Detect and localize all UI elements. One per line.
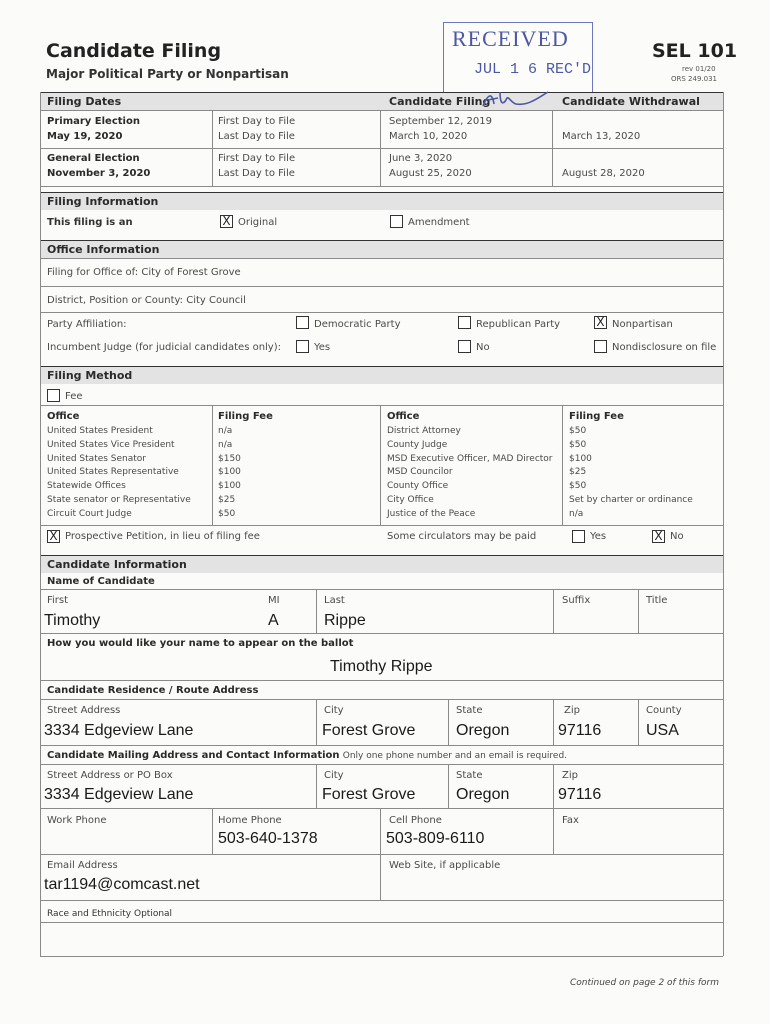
- rule: [723, 92, 724, 956]
- circulators-yes-checkbox[interactable]: [572, 530, 585, 543]
- party-affiliation-label: Party Affiliation:: [47, 319, 127, 330]
- list-item: County Office: [387, 481, 449, 492]
- office-label: [47, 267, 241, 278]
- filing-method-header-band: [40, 366, 723, 384]
- judge-yes-checkbox[interactable]: [296, 340, 309, 353]
- middle-initial-field[interactable]: A: [268, 612, 279, 629]
- form-subtitle: Major Political Party or Nonpartisan: [46, 67, 289, 81]
- rule: [40, 699, 723, 700]
- list-item: $25: [569, 467, 587, 478]
- rule: [212, 405, 213, 525]
- fee-label: Fee: [65, 391, 83, 402]
- last-name-label: Last: [324, 595, 345, 606]
- list-item: Circuit Court Judge: [47, 508, 132, 519]
- rule: [40, 525, 723, 526]
- name-of-candidate-heading: Name of Candidate: [47, 576, 155, 587]
- rule: [40, 92, 41, 956]
- first-name-label: First: [47, 595, 69, 606]
- list-item: United States Vice President: [47, 439, 175, 450]
- list-item: Set by charter or ordinance: [569, 494, 693, 505]
- form-revision: rev 01/20: [682, 65, 716, 73]
- general-withdrawal-date: August 28, 2020: [562, 168, 645, 179]
- rule: [638, 589, 639, 633]
- rule: [40, 764, 723, 765]
- rule: [562, 405, 563, 525]
- rule: [40, 312, 723, 313]
- list-item: Statewide Offices: [47, 481, 126, 492]
- rule: [40, 286, 723, 287]
- judge-yes-label: Yes: [314, 342, 331, 353]
- email-label: Email Address: [47, 860, 118, 871]
- rule: [40, 854, 723, 855]
- general-last-day-label: Last Day to File: [218, 168, 295, 179]
- res-county-field[interactable]: USA: [646, 722, 679, 739]
- prospective-petition-label: Prospective Petition, in lieu of filing fee: [65, 531, 260, 542]
- list-item: MSD Councilor: [387, 467, 453, 478]
- list-item: $100: [569, 453, 592, 464]
- list-item: United States Representative: [47, 467, 179, 478]
- list-item: n/a: [218, 439, 233, 450]
- primary-election-label: Primary Election: [47, 116, 140, 127]
- fee-col-heading-left: Filing Fee: [218, 411, 273, 422]
- filing-info-heading: Filing Information: [47, 195, 159, 208]
- middle-initial-label: MI: [268, 595, 280, 606]
- list-item: $50: [218, 508, 236, 519]
- res-zip-field[interactable]: 97116: [558, 722, 602, 739]
- rule: [553, 808, 554, 854]
- mailing-heading-text: Candidate Mailing Address and Contact Information: [47, 750, 340, 761]
- republican-label: Republican Party: [476, 319, 561, 330]
- left-fee-list: [218, 425, 241, 522]
- list-item: $25: [218, 494, 236, 505]
- rule: [40, 956, 723, 957]
- judge-no-label: No: [476, 342, 490, 353]
- form-statute: ORS 249.031: [671, 75, 717, 83]
- list-item: n/a: [218, 426, 233, 436]
- office-col-heading-left: Office: [47, 411, 80, 422]
- primary-last-day-label: Last Day to File: [218, 131, 295, 142]
- list-item: $50: [569, 426, 587, 436]
- prospective-petition-checkbox[interactable]: X: [47, 530, 60, 543]
- list-item: $100: [218, 481, 241, 492]
- suffix-label: Suffix: [562, 595, 591, 606]
- list-item: City Office: [387, 494, 434, 505]
- filing-type-label: This filing is an: [47, 217, 133, 228]
- rule: [212, 808, 213, 854]
- nonpartisan-label: Nonpartisan: [612, 319, 673, 330]
- residence-heading: Candidate Residence / Route Address: [47, 685, 259, 696]
- general-election-label: General Election: [47, 153, 140, 164]
- cell-phone-label: Cell Phone: [389, 815, 442, 826]
- primary-first-day: September 12, 2019: [389, 116, 492, 127]
- nondisclosure-label: Nondisclosure on file: [612, 342, 717, 353]
- district-label: [47, 295, 246, 306]
- res-state-label: State: [456, 705, 483, 716]
- rule: [553, 699, 554, 745]
- rule: [553, 764, 554, 808]
- rule: [40, 192, 723, 193]
- received-stamp-date: JUL 1 6 REC'D: [474, 61, 592, 78]
- list-item: $50: [569, 439, 587, 450]
- res-city-label: City: [324, 705, 344, 716]
- left-office-list: [47, 425, 191, 522]
- mail-state-field[interactable]: Oregon: [456, 786, 510, 803]
- republican-checkbox[interactable]: [458, 316, 471, 329]
- list-item: $50: [569, 481, 587, 492]
- rule: [638, 699, 639, 745]
- right-fee-list: [569, 425, 693, 522]
- mailing-heading: [47, 750, 567, 761]
- cell-phone-field[interactable]: 503-809-6110: [386, 830, 485, 847]
- email-field[interactable]: tar1194@comcast.net: [44, 876, 200, 893]
- general-last-day: August 25, 2020: [389, 168, 472, 179]
- mailing-note: Only one phone number and an email is required.: [342, 751, 568, 761]
- continued-note: Continued on page 2 of this form: [570, 978, 720, 988]
- fee-checkbox[interactable]: [47, 389, 60, 402]
- primary-first-day-label: First Day to File: [218, 116, 296, 127]
- mail-zip-label: Zip: [562, 770, 578, 781]
- rule: [40, 240, 723, 241]
- list-item: n/a: [569, 508, 584, 519]
- circulators-yes-label: Yes: [590, 531, 607, 542]
- mail-state-label: State: [456, 770, 483, 781]
- rule: [448, 764, 449, 808]
- res-street-field[interactable]: 3334 Edgeview Lane: [44, 722, 194, 739]
- list-item: United States President: [47, 426, 153, 436]
- received-stamp-text: RECEIVED: [452, 26, 569, 51]
- list-item: Justice of the Peace: [387, 508, 476, 519]
- general-first-day: June 3, 2020: [389, 153, 453, 164]
- list-item: District Attorney: [387, 426, 461, 436]
- ballot-name-field[interactable]: Timothy Rippe: [330, 658, 433, 675]
- list-item: MSD Executive Officer, MAD Director: [387, 453, 553, 464]
- filing-dates-heading: Filing Dates: [47, 95, 122, 108]
- primary-election-date: May 19, 2020: [47, 131, 123, 142]
- candidate-withdrawal-heading: Candidate Withdrawal: [562, 95, 700, 108]
- res-county-label: County: [646, 705, 682, 716]
- amendment-checkbox[interactable]: [390, 215, 403, 228]
- filing-method-heading: Filing Method: [47, 369, 133, 382]
- rule: [553, 589, 554, 633]
- district-label-text: District, Position or County:: [47, 295, 184, 306]
- mail-street-field[interactable]: 3334 Edgeview Lane: [44, 786, 194, 803]
- rule: [40, 589, 723, 590]
- office-label-text: Filing for Office of:: [47, 267, 139, 278]
- list-item: United States Senator: [47, 453, 147, 464]
- democratic-checkbox[interactable]: [296, 316, 309, 329]
- rule: [448, 699, 449, 745]
- circulators-paid-label: Some circulators may be paid: [387, 531, 537, 542]
- home-phone-field[interactable]: 503-640-1378: [218, 830, 318, 847]
- original-label: Original: [238, 217, 278, 228]
- rule: [380, 405, 381, 525]
- rule: [40, 633, 723, 634]
- form-title: Candidate Filing: [46, 40, 222, 62]
- rule: [40, 366, 723, 367]
- circulators-no-checkbox[interactable]: X: [652, 530, 665, 543]
- website-label: Web Site, if applicable: [389, 860, 501, 871]
- res-city-field[interactable]: Forest Grove: [322, 722, 416, 739]
- res-street-label: Street Address: [47, 705, 121, 716]
- rule: [40, 258, 723, 259]
- judge-no-checkbox[interactable]: [458, 340, 471, 353]
- rule: [380, 808, 381, 854]
- amendment-label: Amendment: [408, 217, 470, 228]
- office-info-heading: Office Information: [47, 243, 160, 256]
- office-value: City of Forest Grove: [141, 267, 241, 278]
- original-checkbox[interactable]: X: [220, 215, 233, 228]
- nonpartisan-checkbox[interactable]: X: [594, 316, 607, 329]
- list-item: State senator or Representative: [47, 494, 191, 505]
- fax-label: Fax: [562, 815, 579, 826]
- democratic-label: Democratic Party: [314, 319, 401, 330]
- rule: [40, 808, 723, 809]
- general-election-date: November 3, 2020: [47, 168, 151, 179]
- rule: [40, 186, 723, 187]
- rule: [40, 680, 723, 681]
- fee-col-heading-right: Filing Fee: [569, 411, 624, 422]
- mail-zip-field[interactable]: 97116: [558, 786, 602, 803]
- nondisclosure-checkbox[interactable]: [594, 340, 607, 353]
- rule: [40, 148, 723, 149]
- mail-city-label: City: [324, 770, 344, 781]
- list-item: $100: [218, 467, 241, 478]
- last-name-field[interactable]: Rippe: [324, 612, 366, 629]
- rule: [40, 555, 723, 556]
- candidate-filing-heading: Candidate Filing: [389, 95, 491, 108]
- race-ethnicity-label: Race and Ethnicity Optional: [47, 909, 173, 919]
- list-item: County Judge: [387, 439, 448, 450]
- general-first-day-label: First Day to File: [218, 153, 296, 164]
- title-label: Title: [646, 595, 668, 606]
- primary-withdrawal-date: March 13, 2020: [562, 131, 641, 142]
- rule: [316, 699, 317, 745]
- mail-city-field[interactable]: Forest Grove: [322, 786, 416, 803]
- first-name-field[interactable]: Timothy: [44, 612, 101, 629]
- work-phone-label: Work Phone: [47, 815, 107, 826]
- home-phone-label: Home Phone: [218, 815, 282, 826]
- rule: [40, 92, 723, 93]
- rule: [40, 110, 723, 111]
- rule: [40, 405, 723, 406]
- form-id: SEL 101: [652, 40, 738, 62]
- rule: [316, 589, 317, 633]
- ballot-name-label: How you would like your name to appear on the ballot: [47, 638, 354, 649]
- rule: [316, 764, 317, 808]
- primary-last-day: March 10, 2020: [389, 131, 468, 142]
- office-col-heading-right: Office: [387, 411, 420, 422]
- race-ethnicity-field[interactable]: [40, 922, 723, 956]
- district-value: City Council: [186, 295, 246, 306]
- incumbent-judge-label: Incumbent Judge (for judicial candidates only):: [47, 342, 281, 353]
- rule: [40, 900, 723, 901]
- circulators-no-label: No: [670, 531, 684, 542]
- res-zip-label: Zip: [564, 705, 580, 716]
- rule: [40, 745, 723, 746]
- right-office-list: [387, 425, 553, 522]
- candidate-info-heading: Candidate Information: [47, 558, 187, 571]
- res-state-field[interactable]: Oregon: [456, 722, 510, 739]
- list-item: $150: [218, 453, 241, 464]
- mail-street-label: Street Address or PO Box: [47, 770, 173, 781]
- rule: [380, 854, 381, 900]
